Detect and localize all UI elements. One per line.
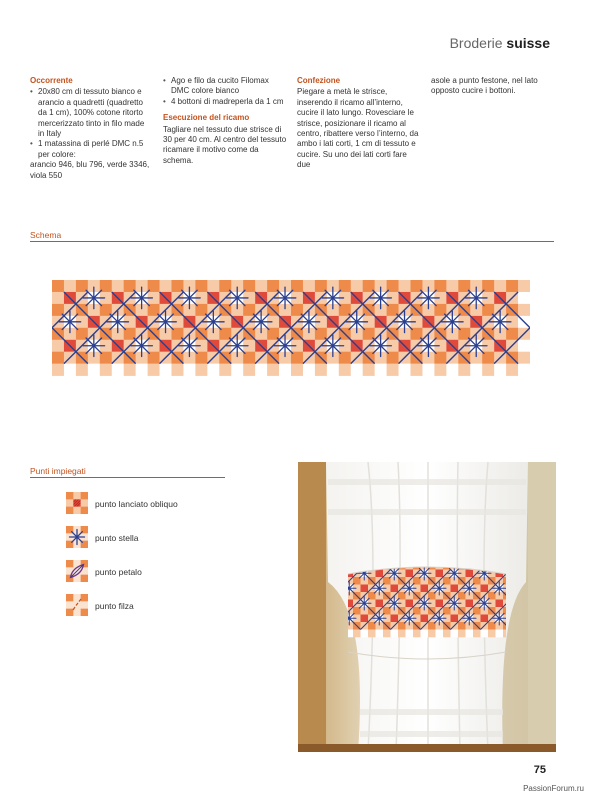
esecuzione-text: Tagliare nel tessuto due strisce di 30 per 40 cm. Al centro del tessuto ricamare il motivo come da schema. xyxy=(163,124,287,165)
stella-stitch xyxy=(59,311,81,333)
gingham-cell xyxy=(64,280,76,292)
lanciato-stitch xyxy=(361,585,369,593)
gingham-cell xyxy=(52,280,64,292)
gingham-cell xyxy=(376,630,384,638)
gingham-cell xyxy=(494,364,506,376)
gingham-cell xyxy=(518,364,530,376)
gingham-cell xyxy=(195,364,207,376)
gingham-cell xyxy=(351,280,363,292)
lanciato-stitch xyxy=(466,570,474,578)
stella-stitch xyxy=(418,567,432,581)
lanciato-stitch xyxy=(451,615,459,623)
gingham-cell xyxy=(112,280,124,292)
schema-pattern xyxy=(52,280,530,376)
legend-item-petalo xyxy=(66,560,226,586)
gingham-cell xyxy=(518,304,530,316)
gingham-cell xyxy=(52,340,64,352)
stella-stitch xyxy=(274,335,296,357)
stella-stitch xyxy=(83,287,105,309)
stella-stitch xyxy=(373,612,387,626)
gingham-cell xyxy=(482,364,494,376)
gingham-cell xyxy=(411,364,423,376)
lanciato-stitch xyxy=(406,570,414,578)
stella-stitch xyxy=(478,597,492,611)
stella-stitch xyxy=(373,582,387,596)
occorrente-section xyxy=(30,76,150,181)
gingham-cell xyxy=(451,630,459,638)
punto-filza-icon xyxy=(66,594,88,616)
gingham-cell xyxy=(470,364,482,376)
gingham-cell xyxy=(383,630,391,638)
legend-label: punto petalo xyxy=(95,567,142,577)
gingham-cell xyxy=(387,364,399,376)
gingham-cell xyxy=(219,364,231,376)
gingham-cell xyxy=(458,364,470,376)
stella-stitch xyxy=(250,311,272,333)
stella-stitch xyxy=(226,287,248,309)
gingham-cell xyxy=(52,352,64,364)
esecuzione-section xyxy=(163,113,288,166)
gingham-cell xyxy=(518,340,530,352)
lanciato-stitch xyxy=(481,615,489,623)
stella-stitch xyxy=(346,311,368,333)
list-item: • Ago e filo da cucito Filomax DMC colore bianco xyxy=(163,76,288,97)
gingham-cell xyxy=(443,630,451,638)
stella-stitch xyxy=(298,311,320,333)
legend-label: punto stella xyxy=(95,533,139,543)
curtain-tieback-photo xyxy=(298,462,556,752)
gingham-cell xyxy=(291,364,303,376)
stella-stitch xyxy=(465,335,487,357)
stella-stitch xyxy=(403,582,417,596)
confezione-text-continued: asole a punto festone, nel lato opposto cucire i bottoni. xyxy=(431,76,538,96)
gingham-cell xyxy=(64,364,76,376)
gingham-cell xyxy=(52,292,64,304)
gingham-cell xyxy=(351,364,363,376)
lanciato-stitch xyxy=(391,615,399,623)
embroidery-schema xyxy=(52,280,530,376)
stella-stitch xyxy=(155,311,177,333)
gingham-cell xyxy=(506,280,518,292)
gingham-cell xyxy=(436,630,444,638)
stella-stitch xyxy=(493,612,507,626)
stella-stitch xyxy=(179,335,201,357)
gingham-cell xyxy=(518,352,530,364)
stella-stitch xyxy=(433,612,447,626)
stella-stitch xyxy=(394,311,416,333)
page-header xyxy=(450,35,550,51)
gingham-cell xyxy=(279,364,291,376)
materials-section xyxy=(163,76,288,166)
gingham-cell xyxy=(368,630,376,638)
stella-stitch xyxy=(131,335,153,357)
gingham-cell xyxy=(488,630,496,638)
stella-stitch xyxy=(226,335,248,357)
gingham-cell xyxy=(518,292,530,304)
gingham-cell xyxy=(473,630,481,638)
stella-stitch xyxy=(322,287,344,309)
stella-stitch xyxy=(465,287,487,309)
stella-stitch xyxy=(322,335,344,357)
stella-stitch xyxy=(489,311,511,333)
punto-lanciato-icon xyxy=(66,492,88,514)
stella-stitch xyxy=(463,582,477,596)
gingham-cell xyxy=(327,364,339,376)
punto-petalo-icon xyxy=(66,560,88,582)
gingham-cell xyxy=(399,364,411,376)
gingham-cell xyxy=(243,364,255,376)
lanciato-stitch xyxy=(436,570,444,578)
lanciato-stitch xyxy=(421,585,429,593)
gingham-cell xyxy=(446,364,458,376)
esecuzione-title: Esecuzione del ricamo xyxy=(163,113,250,123)
lanciato-stitch xyxy=(361,615,369,623)
stella-stitch xyxy=(418,335,440,357)
confezione-continued xyxy=(431,76,556,97)
legend-item-lanciato xyxy=(66,492,226,518)
gingham-cell xyxy=(231,364,243,376)
lanciato-stitch xyxy=(436,600,444,608)
stella-stitch xyxy=(388,597,402,611)
gingham-cell xyxy=(481,630,489,638)
gingham-cell xyxy=(391,630,399,638)
gingham-cell xyxy=(518,280,530,292)
gingham-cell xyxy=(339,364,351,376)
gingham-cell xyxy=(315,364,327,376)
stella-stitch xyxy=(433,582,447,596)
occorrente-list xyxy=(30,87,150,160)
gingham-cell xyxy=(363,364,375,376)
gingham-cell xyxy=(207,280,219,292)
legend-label: punto filza xyxy=(95,601,134,611)
gingham-cell xyxy=(375,364,387,376)
lanciato-stitch xyxy=(391,585,399,593)
schema-label: Schema xyxy=(30,230,62,240)
gingham-cell xyxy=(361,630,369,638)
gingham-cell xyxy=(413,630,421,638)
gingham-cell xyxy=(76,364,88,376)
stella-stitch xyxy=(179,287,201,309)
punti-label: Punti impiegati xyxy=(30,466,86,476)
lanciato-stitch xyxy=(376,600,384,608)
confezione-text: Piegare a metà le strisce, inserendo il ricamo all’interno, cucire il lato lungo. Rovesciare le strisce, posizionare il ricamo al centro, ribattere verso l’interno, da ambo i lati corti, 1 cm di tessuto e cucire. Su uno dei lati corti fare due xyxy=(297,87,419,170)
gingham-cell xyxy=(207,364,219,376)
stella-stitch xyxy=(418,287,440,309)
stella-stitch xyxy=(274,287,296,309)
gingham-cell xyxy=(398,630,406,638)
stella-stitch xyxy=(107,311,129,333)
gingham-cell xyxy=(434,364,446,376)
legend-item-stella xyxy=(66,526,226,552)
occorrente-title: Occorrente xyxy=(30,76,73,85)
stella-stitch xyxy=(131,287,153,309)
gingham-cell xyxy=(353,630,361,638)
gingham-cell xyxy=(303,364,315,376)
stella-stitch xyxy=(448,597,462,611)
stella-stitch xyxy=(403,612,417,626)
occorrente-colors: arancio 946, blu 796, verde 3346, viola 550 xyxy=(30,160,150,180)
stella-stitch xyxy=(418,597,432,611)
gingham-cell xyxy=(100,364,112,376)
lanciato-stitch xyxy=(481,585,489,593)
gingham-cell xyxy=(303,280,315,292)
gingham-cell xyxy=(466,630,474,638)
gingham-cell xyxy=(496,630,504,638)
gingham-cell xyxy=(422,364,434,376)
lanciato-stitch xyxy=(376,570,384,578)
header-bold: suisse xyxy=(506,35,550,51)
list-item: • 20x80 cm di tessuto bianco e arancio a quadretti (quadretto da 1 cm), 100% cotone ritorto mercerizzato tinto in filo made in Italy xyxy=(30,87,150,139)
list-item: • 1 matassina di perlé DMC n.5 per colore: xyxy=(30,139,150,160)
lanciato-stitch xyxy=(451,585,459,593)
gingham-cell xyxy=(112,364,124,376)
confezione-section xyxy=(297,76,422,171)
page-number: 75 xyxy=(533,764,546,776)
gingham-cell xyxy=(255,364,267,376)
gingham-cell xyxy=(136,364,148,376)
stella-stitch xyxy=(83,335,105,357)
lanciato-stitch xyxy=(421,615,429,623)
confezione-title: Confezione xyxy=(297,76,341,85)
punti-divider xyxy=(30,477,225,478)
lanciato-stitch xyxy=(466,600,474,608)
gingham-cell xyxy=(160,280,172,292)
schema-divider xyxy=(30,241,554,242)
lanciato-stitch xyxy=(496,600,504,608)
stella-stitch xyxy=(463,612,477,626)
materials-list xyxy=(163,76,288,107)
gingham-cell xyxy=(172,364,184,376)
gingham-cell xyxy=(183,364,195,376)
lanciato-stitch xyxy=(406,600,414,608)
gingham-cell xyxy=(399,280,411,292)
gingham-cell xyxy=(148,364,160,376)
stella-stitch xyxy=(203,311,225,333)
stella-stitch xyxy=(370,287,392,309)
gingham-cell xyxy=(267,364,279,376)
stella-stitch xyxy=(370,335,392,357)
stella-stitch xyxy=(358,597,372,611)
gingham-cell xyxy=(160,364,172,376)
gingham-cell xyxy=(52,364,64,376)
legend-label: punto lanciato obliquo xyxy=(95,499,178,509)
gingham-cell xyxy=(255,280,267,292)
gingham-cell xyxy=(506,364,518,376)
gingham-cell xyxy=(458,630,466,638)
list-item: • 4 bottoni di madreperla da 1 cm xyxy=(163,97,288,107)
gingham-cell xyxy=(421,630,429,638)
punto-stella-icon xyxy=(66,526,88,548)
stella-stitch xyxy=(442,311,464,333)
stella-stitch xyxy=(493,582,507,596)
legend-item-filza xyxy=(66,594,226,620)
gingham-cell xyxy=(494,280,506,292)
header-light: Broderie xyxy=(449,35,503,51)
gingham-cell xyxy=(446,280,458,292)
gingham-cell xyxy=(124,364,136,376)
gingham-cell xyxy=(406,630,414,638)
gingham-cell xyxy=(428,630,436,638)
watermark: PassionForum.ru xyxy=(523,784,584,793)
gingham-cell xyxy=(88,364,100,376)
